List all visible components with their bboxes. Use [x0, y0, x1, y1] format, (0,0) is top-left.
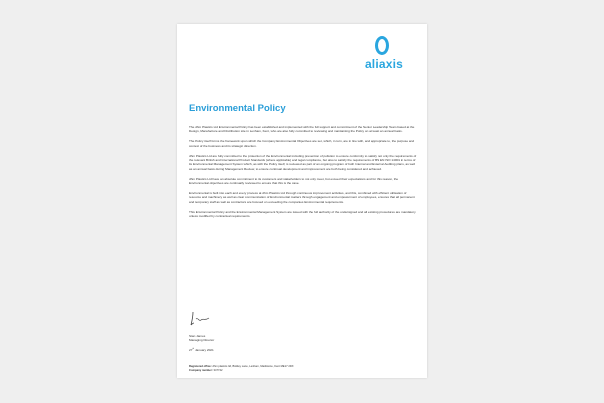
- policy-paragraph: dhm Plastics Ltd have an absolute commitment to its customers and stakeholders to not only meet, but exceed their expectations and for this reason, the Environmental objectives are continually reviewed to ensure that this is the case.: [189, 176, 399, 186]
- policy-paragraph: Environmental is built into each and every process at dhm Plastics Ltd through continuous improvement activities, and this, combined with efficient utilisation of resource and machinery as well as clear communication of Environmental matters through engagement and empowerment of employees, ensures that all permanent and temporary staff as well as contractors are focused on exceeding the companies Environmental requirements.: [189, 191, 415, 204]
- signer-block: [189, 334, 214, 343]
- document-date: [189, 348, 214, 352]
- page-title: Environmental Policy: [189, 103, 286, 114]
- document-page: [177, 24, 427, 378]
- policy-paragraph: dhm Plastics Ltd are fully committed to the protection of the Environmental including prevention of pollution to ensure conformity to satisfy not only the requirements of the relevant British and International Product Standards (where applicable) and legal compliance, but also to satisfy the requirements of BS EN ISO 14001 in terms of its Environmental Management System which, as with the Policy itself, is reviewed as part of an ongoing program of both Internal and External Auditing plans, as well as an annual basis during Management Review, to ensure continual development and improvement are both being considered and achieved.: [189, 153, 417, 171]
- signer-role: Managing Director: [189, 338, 215, 343]
- policy-paragraph: The dhm Plastics Ltd Environmental Policy has been established and implemented with the full support and commitment of the Senior Leadership Team based at the Design, Manufacture and Distribution site in Lenham, Kent, who are also fully committed to reviewing and maintaining the Policy on at least an annual basis.: [189, 125, 415, 134]
- document-footer: [189, 365, 294, 372]
- date-day: 27: [189, 348, 193, 353]
- logo-text: aliaxis: [364, 57, 404, 71]
- registered-office-value: dhm plastics ltd, Bickley Lane, Lenham, Maidstone, Kent ME17 2DX: [211, 365, 294, 368]
- policy-paragraph: The Policy itself forms the framework upon which the Company Environmental Objectives are set, which, in turn, are in line with, and appropriate to, the purpose and context of the business and its strategic direction.: [189, 139, 415, 148]
- company-number: [189, 369, 294, 373]
- logo-ring-icon: [375, 36, 389, 55]
- signer-name: Stan James: [189, 334, 206, 338]
- policy-paragraph: This Environmental Policy and the Environmental Management System are issued with the full authority of the undersigned and all existing procedures are mandatory unless modified by contractual requirements.: [189, 209, 416, 219]
- company-number-label: Company number:: [189, 368, 213, 372]
- policy-body: [189, 125, 417, 224]
- registered-office-label: Registered office:: [189, 365, 212, 368]
- date-suffix: th: [192, 348, 195, 350]
- aliaxis-logo: [359, 36, 409, 78]
- date-rest: January 2021: [194, 348, 214, 353]
- signature-image: [189, 310, 211, 326]
- company-number-value: 347742: [212, 368, 223, 372]
